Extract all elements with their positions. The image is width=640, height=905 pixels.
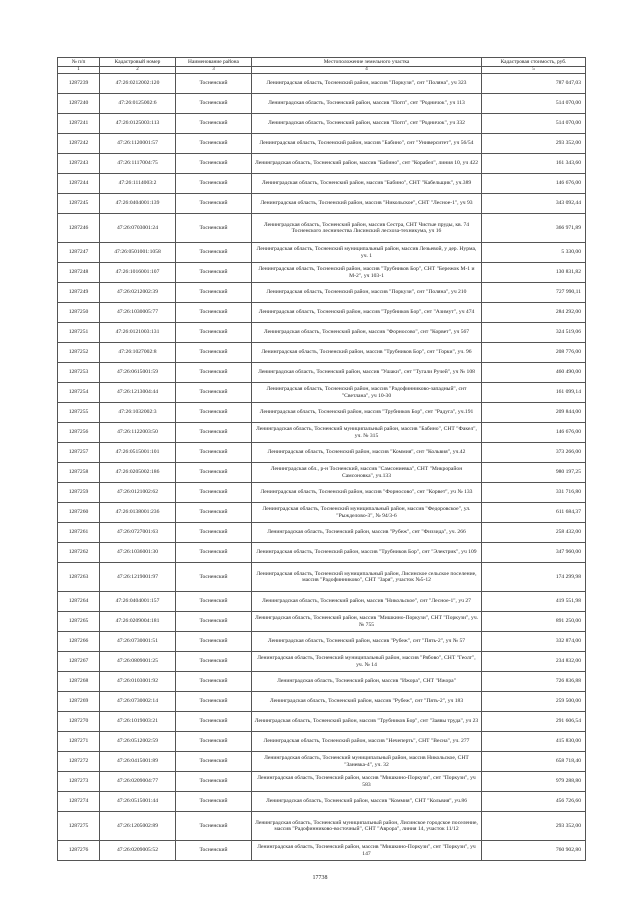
plot-location: Ленинградская обл., р-н Тосненский, массив "Самсониевка", СНТ "Микрорайон Самсоновка", уч.133 bbox=[252, 463, 482, 483]
cadastral-cost: 293 352,00 bbox=[482, 134, 586, 154]
plot-location: Ленинградская область, Тосненский район, массив "Мишкино-Поркузи", снт "Поркузи", уч 583 bbox=[252, 772, 482, 792]
plot-location: Ленинградская область, Тосненский район, массив "Трубников Бор", снт "Электрик", уч 109 bbox=[252, 543, 482, 563]
district-name: Тосненский bbox=[176, 243, 252, 263]
cadastral-number: 47:26:0121003:131 bbox=[100, 323, 176, 343]
cadastral-number: 47:26:0125003:113 bbox=[100, 114, 176, 134]
plot-location: Ленинградская область, Тосненский район, массив "Поркузи", снт "Поляна", уч 323 bbox=[252, 74, 482, 94]
row-number: 1287266 bbox=[58, 632, 100, 652]
row-number: 1287250 bbox=[58, 303, 100, 323]
cadastral-cost: 5 330,00 bbox=[482, 243, 586, 263]
plot-location: Ленинградская область, Тосненский район, массив "Рубеж", снт "Физзида", уч. 266 bbox=[252, 523, 482, 543]
cadastral-cost: 161 099,14 bbox=[482, 383, 586, 403]
district-name: Тосненский bbox=[176, 592, 252, 612]
district-name: Тосненский bbox=[176, 214, 252, 243]
plot-location: Ленинградская область, Тосненский район, массив "Ижора", СНТ "Ижора" bbox=[252, 672, 482, 692]
district-name: Тосненский bbox=[176, 174, 252, 194]
plot-location: Ленинградская область, Тосненский район, массив "Рубеж", снт "Пять-2", уч 183 bbox=[252, 692, 482, 712]
district-name: Тосненский bbox=[176, 772, 252, 792]
district-name: Тосненский bbox=[176, 523, 252, 543]
row-number: 1287246 bbox=[58, 214, 100, 243]
table-row bbox=[58, 363, 586, 383]
plot-location: Ленинградская область, Тосненский муниципальный район, Лисинское сельское поселение, массив "Радофинниково", СНТ "Заря", участок №5-12 bbox=[252, 563, 482, 592]
district-name: Тосненский bbox=[176, 543, 252, 563]
table-row bbox=[58, 612, 586, 632]
row-number: 1287248 bbox=[58, 263, 100, 283]
plot-location: Ленинградская область, Тосненский муниципальный район, массив "Рябово", СНТ "Геолг", уч. № 14 bbox=[252, 652, 482, 672]
plot-location: Ленинградская область, Тосненский район, массив "Трубников Бор", СНТ "Бережок М-1 и М-2", уч 103-1 bbox=[252, 263, 482, 283]
district-name: Тосненский bbox=[176, 74, 252, 94]
header-district: Наименование района bbox=[176, 58, 252, 67]
district-name: Тосненский bbox=[176, 712, 252, 732]
district-name: Тосненский bbox=[176, 792, 252, 812]
table-row bbox=[58, 423, 586, 443]
district-name: Тосненский bbox=[176, 114, 252, 134]
document-page bbox=[57, 57, 585, 861]
cadastral-cost: 787 047,03 bbox=[482, 74, 586, 94]
plot-location: Ленинградская область, Тосненский район, массив "Трубников Бор", снт "Азимут", уч 474 bbox=[252, 303, 482, 323]
plot-location: Ленинградская область, Тосненский муниципальный район, Лисинское городское поселение, массив "Радофинниково-восточный", СНТ "Аврора", линия 14, участок 11/12 bbox=[252, 812, 482, 841]
cadastral-number: 47:26:0809001:25 bbox=[100, 652, 176, 672]
plot-location: Ленинградская область, Тосненский район, массив "Никольское", снт "Лесное-1", уч 27 bbox=[252, 592, 482, 612]
plot-location: Ленинградская область, Тосненский район, массив "Форносово", снт "Корвет", уч 567 bbox=[252, 323, 482, 343]
table-row bbox=[58, 214, 586, 243]
table-row bbox=[58, 303, 586, 323]
plot-location: Ленинградская область, Тосненский район, массив "Бабино", снт "Корабел", линия 10, уч 422 bbox=[252, 154, 482, 174]
district-name: Тосненский bbox=[176, 443, 252, 463]
row-number: 1287261 bbox=[58, 523, 100, 543]
cadastral-number: 47:26:0212002:120 bbox=[100, 74, 176, 94]
cadastral-number: 47:26:0212002:39 bbox=[100, 283, 176, 303]
row-number: 1287245 bbox=[58, 194, 100, 214]
cadastral-cost: 726 836,88 bbox=[482, 672, 586, 692]
row-number: 1287254 bbox=[58, 383, 100, 403]
row-number: 1287265 bbox=[58, 612, 100, 632]
table-row bbox=[58, 732, 586, 752]
table-body bbox=[58, 74, 586, 861]
district-name: Тосненский bbox=[176, 283, 252, 303]
cadastral-cost: 174 299,98 bbox=[482, 563, 586, 592]
cadastral-number: 47:26:0121002:62 bbox=[100, 483, 176, 503]
district-name: Тосненский bbox=[176, 672, 252, 692]
cadastral-number: 47:26:0515001:101 bbox=[100, 443, 176, 463]
row-number: 1287274 bbox=[58, 792, 100, 812]
cadastral-number: 47:26:1114003:2 bbox=[100, 174, 176, 194]
table-row bbox=[58, 323, 586, 343]
column-index: 1 bbox=[58, 67, 100, 74]
district-name: Тосненский bbox=[176, 94, 252, 114]
row-number: 1287242 bbox=[58, 134, 100, 154]
table-row bbox=[58, 523, 586, 543]
table-row bbox=[58, 343, 586, 363]
district-name: Тосненский bbox=[176, 612, 252, 632]
cadastral-cost: 366 971,89 bbox=[482, 214, 586, 243]
row-number: 1287269 bbox=[58, 692, 100, 712]
plot-location: Ленинградская область, Тосненский район, массив "Никольское", СНТ "Лесное-1", уч 93 bbox=[252, 194, 482, 214]
row-number: 1287240 bbox=[58, 94, 100, 114]
plot-location: Ленинградская область, Тосненский район, массив "Мишкино-Поркузи", снт "Поркузи", уч 147 bbox=[252, 841, 482, 861]
plot-location: Ленинградская область, Тосненский район, массив "Поркузи", снт "Поляна", уч 210 bbox=[252, 283, 482, 303]
cadastral-cost: 419 551,98 bbox=[482, 592, 586, 612]
cadastral-number: 47:26:0501001:1058 bbox=[100, 243, 176, 263]
row-number: 1287275 bbox=[58, 812, 100, 841]
row-number: 1287263 bbox=[58, 563, 100, 592]
row-number: 1287273 bbox=[58, 772, 100, 792]
cadastral-cost: 331 716,80 bbox=[482, 483, 586, 503]
table-row bbox=[58, 114, 586, 134]
plot-location: Ленинградская область, Тосненский муниципальный район, массив "Федоровское", ул. "Рыжделово-3", № 94/3-6 bbox=[252, 503, 482, 523]
cadastral-cost: 456 726,60 bbox=[482, 792, 586, 812]
district-name: Тосненский bbox=[176, 194, 252, 214]
table-row bbox=[58, 841, 586, 861]
cadastral-cost: 979 288,80 bbox=[482, 772, 586, 792]
table-row bbox=[58, 632, 586, 652]
cadastral-cost: 980 197,25 bbox=[482, 463, 586, 483]
plot-location: Ленинградская область, Тосненский район, массив "Мишкино-Поркузи", СНТ "Поркузи", уч. № 755 bbox=[252, 612, 482, 632]
cadastral-number: 47:26:1122003:50 bbox=[100, 423, 176, 443]
plot-location: Ленинградская область, Тосненский муниципальный район, массив Никольское, СНТ "Заневка-4", уч. 32 bbox=[252, 752, 482, 772]
plot-location: Ленинградская область, Тосненский район, массив "Радофинниково-западный", снт "Светлана", уч 10-30 bbox=[252, 383, 482, 403]
district-name: Тосненский bbox=[176, 383, 252, 403]
district-name: Тосненский bbox=[176, 563, 252, 592]
district-name: Тосненский bbox=[176, 134, 252, 154]
cadastral-number: 47:26:0404001:139 bbox=[100, 194, 176, 214]
cadastral-number: 47:26:0125002:6 bbox=[100, 94, 176, 114]
cadastral-number: 47:26:1036001:30 bbox=[100, 543, 176, 563]
district-name: Тосненский bbox=[176, 154, 252, 174]
cadastral-number: 47:26:1120001:57 bbox=[100, 134, 176, 154]
row-number: 1287270 bbox=[58, 712, 100, 732]
column-index: 5 bbox=[482, 67, 586, 74]
table-row bbox=[58, 772, 586, 792]
cadastral-number: 47:26:0512002:59 bbox=[100, 732, 176, 752]
cadastral-number: 47:26:1205002:89 bbox=[100, 812, 176, 841]
row-number: 1287262 bbox=[58, 543, 100, 563]
table-row bbox=[58, 403, 586, 423]
table-row bbox=[58, 243, 586, 263]
cadastral-cost: 146 676,00 bbox=[482, 174, 586, 194]
row-number: 1287247 bbox=[58, 243, 100, 263]
district-name: Тосненский bbox=[176, 323, 252, 343]
cadastral-number: 47:26:1030005:77 bbox=[100, 303, 176, 323]
cadastral-cost: 291 606,54 bbox=[482, 712, 586, 732]
row-number: 1287276 bbox=[58, 841, 100, 861]
cadastral-table bbox=[57, 57, 586, 861]
cadastral-cost: 234 832,00 bbox=[482, 652, 586, 672]
row-number: 1287256 bbox=[58, 423, 100, 443]
district-name: Тосненский bbox=[176, 363, 252, 383]
cadastral-cost: 258 432,00 bbox=[482, 523, 586, 543]
table-row bbox=[58, 94, 586, 114]
table-row bbox=[58, 194, 586, 214]
cadastral-cost: 208 776,00 bbox=[482, 343, 586, 363]
district-name: Тосненский bbox=[176, 632, 252, 652]
cadastral-cost: 209 844,00 bbox=[482, 403, 586, 423]
cadastral-number: 47:26:0103001:92 bbox=[100, 672, 176, 692]
cadastral-number: 47:26:0515001:44 bbox=[100, 792, 176, 812]
row-number: 1287243 bbox=[58, 154, 100, 174]
table-row bbox=[58, 592, 586, 612]
cadastral-number: 47:26:0703001:24 bbox=[100, 214, 176, 243]
cadastral-number: 47:26:0138001:236 bbox=[100, 503, 176, 523]
cadastral-number: 47:26:1016001:107 bbox=[100, 263, 176, 283]
cadastral-number: 47:26:0404001:157 bbox=[100, 592, 176, 612]
district-name: Тосненский bbox=[176, 343, 252, 363]
cadastral-number: 47:26:1117004:75 bbox=[100, 154, 176, 174]
cadastral-cost: 161 343,60 bbox=[482, 154, 586, 174]
plot-location: Ленинградская область, Тосненский район, массив "Коммия", СНТ "Кольвия", уч.86 bbox=[252, 792, 482, 812]
plot-location: Ленинградская область, Тосненский район, массив "Трубников Бор", снт "Заявы труда", уч 23 bbox=[252, 712, 482, 732]
row-number: 1287239 bbox=[58, 74, 100, 94]
plot-location: Ленинградская область, Тосненский район, массив "Нечеперть", СНТ "Весна", уч. 277 bbox=[252, 732, 482, 752]
cadastral-number: 47:26:1032002:3 bbox=[100, 403, 176, 423]
table-row bbox=[58, 483, 586, 503]
header-cadastral-number: Кадастровый номер bbox=[100, 58, 176, 67]
district-name: Тосненский bbox=[176, 752, 252, 772]
plot-location: Ленинградская область, Тосненский район, массив "Трубников Бор", снт "Горки", уч. 96 bbox=[252, 343, 482, 363]
cadastral-cost: 293 352,00 bbox=[482, 812, 586, 841]
cadastral-number: 47:26:0415001:89 bbox=[100, 752, 176, 772]
cadastral-number: 47:26:0209004:181 bbox=[100, 612, 176, 632]
column-index: 4 bbox=[252, 67, 482, 74]
cadastral-number: 47:26:1019003:21 bbox=[100, 712, 176, 732]
plot-location: Ленинградская область, Тосненский район, массив "Бабино", СНТ "Кабельщик", уч.389 bbox=[252, 174, 482, 194]
plot-location: Ленинградская область, Тосненский район, массив "Погп", снт "Родничок", уч 332 bbox=[252, 114, 482, 134]
plot-location: Ленинградская область, Тосненский район, массив "Погп", снт "Родничок", уч 113 bbox=[252, 94, 482, 114]
table-row bbox=[58, 154, 586, 174]
plot-location: Ленинградская область, Тосненский муниципальный район, массив Лезьевой, у дер. Нурма, уч. 1 bbox=[252, 243, 482, 263]
cadastral-cost: 130 831,82 bbox=[482, 263, 586, 283]
row-number: 1287267 bbox=[58, 652, 100, 672]
table-row bbox=[58, 443, 586, 463]
cadastral-cost: 259 500,00 bbox=[482, 692, 586, 712]
plot-location: Ленинградская область, Тосненский район, массив "Бабино", снт "Университет", уч 56/54 bbox=[252, 134, 482, 154]
district-name: Тосненский bbox=[176, 483, 252, 503]
plot-location: Ленинградская область, Тосненский район, массив "Ушаки", снт "Тугали Ручей", уч № 108 bbox=[252, 363, 482, 383]
plot-location: Ленинградская область, Тосненский муниципальный район, массив "Бабино", СНТ "Факел", уч. № 315 bbox=[252, 423, 482, 443]
table-row bbox=[58, 263, 586, 283]
cadastral-number: 47:26:0730001:51 bbox=[100, 632, 176, 652]
table-row bbox=[58, 463, 586, 483]
district-name: Тосненский bbox=[176, 692, 252, 712]
cadastral-cost: 347 960,00 bbox=[482, 543, 586, 563]
cadastral-number: 47:26:0209004:77 bbox=[100, 772, 176, 792]
plot-location: Ленинградская область, Тосненский район, массив "Коммия", снт "Кольвия", уч.42 bbox=[252, 443, 482, 463]
table-row bbox=[58, 752, 586, 772]
row-number: 1287272 bbox=[58, 752, 100, 772]
cadastral-number: 47:26:0615001:59 bbox=[100, 363, 176, 383]
table-row bbox=[58, 672, 586, 692]
table-row bbox=[58, 563, 586, 592]
page-number: 17738 bbox=[312, 875, 328, 881]
cadastral-cost: 284 292,00 bbox=[482, 303, 586, 323]
district-name: Тосненский bbox=[176, 812, 252, 841]
row-number: 1287259 bbox=[58, 483, 100, 503]
table-row bbox=[58, 692, 586, 712]
cadastral-cost: 514 070,00 bbox=[482, 94, 586, 114]
table-header-row bbox=[58, 58, 586, 67]
district-name: Тосненский bbox=[176, 463, 252, 483]
district-name: Тосненский bbox=[176, 303, 252, 323]
row-number: 1287255 bbox=[58, 403, 100, 423]
header-location: Местоположение земельного участка bbox=[252, 58, 482, 67]
cadastral-cost: 460 490,00 bbox=[482, 363, 586, 383]
cadastral-cost: 146 676,00 bbox=[482, 423, 586, 443]
table-row bbox=[58, 652, 586, 672]
header-cost: Кадастровая стоимость, руб. bbox=[482, 58, 586, 67]
table-row bbox=[58, 543, 586, 563]
table-row bbox=[58, 283, 586, 303]
plot-location: Ленинградская область, Тосненский район, массив "Форносово", снт "Корвет", уч № 133 bbox=[252, 483, 482, 503]
column-index-row bbox=[58, 67, 586, 74]
table-row bbox=[58, 812, 586, 841]
cadastral-number: 47:26:1213004:44 bbox=[100, 383, 176, 403]
district-name: Тосненский bbox=[176, 403, 252, 423]
district-name: Тосненский bbox=[176, 732, 252, 752]
cadastral-number: 47:26:1027002:8 bbox=[100, 343, 176, 363]
table-row bbox=[58, 174, 586, 194]
column-index: 3 bbox=[176, 67, 252, 74]
row-number: 1287260 bbox=[58, 503, 100, 523]
cadastral-cost: 514 070,00 bbox=[482, 114, 586, 134]
cadastral-cost: 373 266,00 bbox=[482, 443, 586, 463]
table-row bbox=[58, 792, 586, 812]
cadastral-number: 47:26:0205002:186 bbox=[100, 463, 176, 483]
table-row bbox=[58, 74, 586, 94]
row-number: 1287241 bbox=[58, 114, 100, 134]
cadastral-number: 47:26:0730002:14 bbox=[100, 692, 176, 712]
row-number: 1287257 bbox=[58, 443, 100, 463]
table-row bbox=[58, 503, 586, 523]
row-number: 1287252 bbox=[58, 343, 100, 363]
plot-location: Ленинградская область, Тосненский район, массив Сестра, СНТ Чистые пруды, кв. 74 Тосненского лесничества Лисинский лесхоза-техникума, уч 16 bbox=[252, 214, 482, 243]
row-number: 1287264 bbox=[58, 592, 100, 612]
district-name: Тосненский bbox=[176, 503, 252, 523]
table-row bbox=[58, 383, 586, 403]
row-number: 1287271 bbox=[58, 732, 100, 752]
cadastral-cost: 343 092,44 bbox=[482, 194, 586, 214]
district-name: Тосненский bbox=[176, 263, 252, 283]
district-name: Тосненский bbox=[176, 841, 252, 861]
cadastral-cost: 658 718,40 bbox=[482, 752, 586, 772]
district-name: Тосненский bbox=[176, 423, 252, 443]
row-number: 1287249 bbox=[58, 283, 100, 303]
cadastral-cost: 760 902,80 bbox=[482, 841, 586, 861]
row-number: 1287251 bbox=[58, 323, 100, 343]
row-number: 1287244 bbox=[58, 174, 100, 194]
row-number: 1287253 bbox=[58, 363, 100, 383]
cadastral-cost: 891 250,00 bbox=[482, 612, 586, 632]
cadastral-cost: 611 684,37 bbox=[482, 503, 586, 523]
cadastral-number: 47:26:0209005:52 bbox=[100, 841, 176, 861]
row-number: 1287268 bbox=[58, 672, 100, 692]
cadastral-cost: 324 519,06 bbox=[482, 323, 586, 343]
cadastral-number: 47:26:0727001:63 bbox=[100, 523, 176, 543]
cadastral-cost: 332 874,00 bbox=[482, 632, 586, 652]
cadastral-cost: 727 990,11 bbox=[482, 283, 586, 303]
district-name: Тосненский bbox=[176, 652, 252, 672]
header-number: № п/п bbox=[58, 58, 100, 67]
column-index: 2 bbox=[100, 67, 176, 74]
plot-location: Ленинградская область, Тосненский район, массив "Трубников Бор", снт "Радуга", уч.191 bbox=[252, 403, 482, 423]
table-row bbox=[58, 712, 586, 732]
cadastral-cost: 415 830,00 bbox=[482, 732, 586, 752]
plot-location: Ленинградская область, Тосненский район, массив "Рубеж", снт "Пять-2", уч № 57 bbox=[252, 632, 482, 652]
row-number: 1287258 bbox=[58, 463, 100, 483]
cadastral-number: 47:26:1219001:97 bbox=[100, 563, 176, 592]
table-row bbox=[58, 134, 586, 154]
